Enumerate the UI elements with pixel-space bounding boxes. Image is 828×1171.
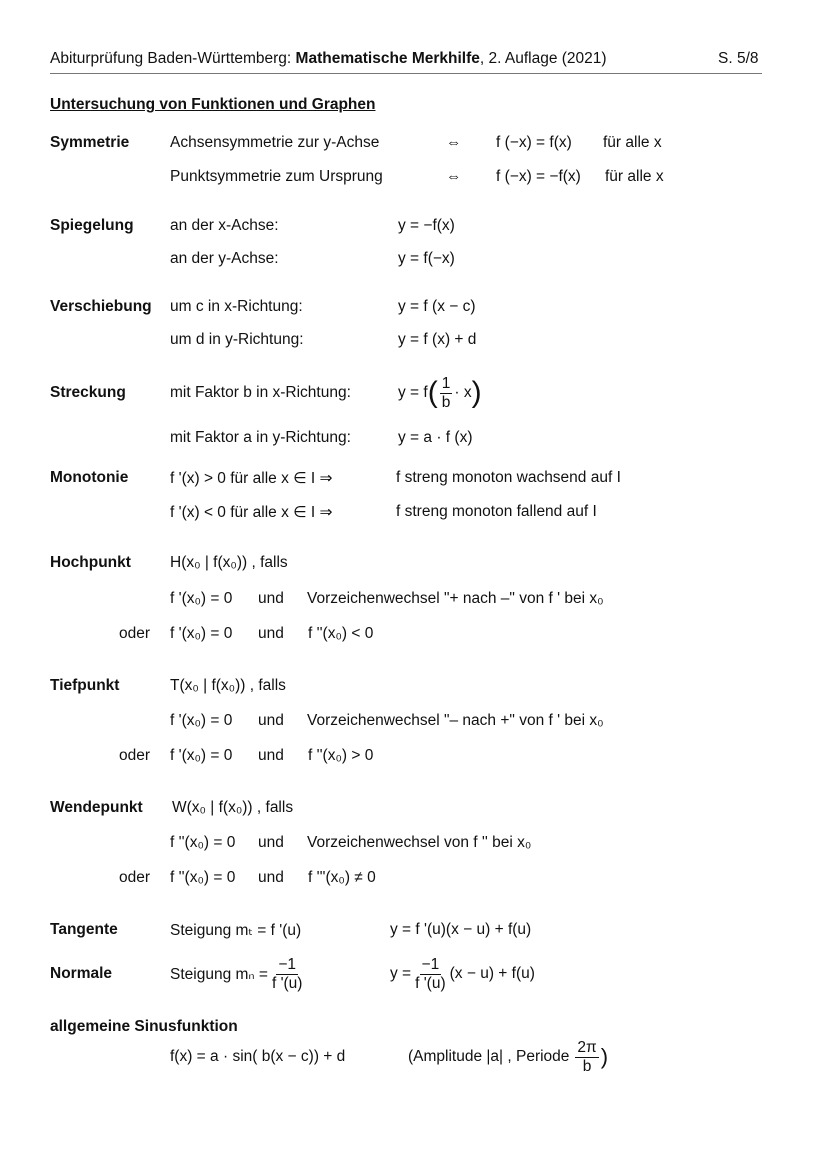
normale-label: Normale bbox=[50, 965, 113, 982]
verschiebung-row2-text: um d in y-Richtung: bbox=[170, 331, 304, 348]
hochpunkt-point: H(x₀ | f(x₀)) , falls bbox=[170, 554, 288, 571]
verschiebung-row2-formula: y = f (x) + d bbox=[398, 331, 477, 348]
paren-open: ( bbox=[427, 376, 438, 409]
fraction-minus1-over-fprime bbox=[413, 957, 448, 992]
oder-label: oder bbox=[119, 747, 151, 764]
sinus-amp-suffix: ) bbox=[600, 1044, 609, 1069]
symmetrie-row1-formula: f (−x) = f(x) bbox=[496, 134, 572, 151]
hochpunkt-label: Hochpunkt bbox=[50, 554, 131, 571]
oder-label: oder bbox=[119, 869, 151, 886]
tiefpunkt-label: Tiefpunkt bbox=[50, 677, 120, 694]
streckung-row2-formula: y = a · f (x) bbox=[398, 429, 473, 446]
streckung-formula-prefix: y = f bbox=[398, 384, 428, 401]
monotonie-label: Monotonie bbox=[50, 469, 129, 486]
header-bold: Mathematische Merkhilfe bbox=[295, 50, 480, 67]
wendepunkt-point: W(x₀ | f(x₀)) , falls bbox=[172, 799, 294, 816]
header-title bbox=[50, 50, 607, 68]
tangente-formula: y = f '(u)(x − u) + f(u) bbox=[390, 921, 532, 938]
sinus-amplitude-period bbox=[408, 1034, 608, 1080]
und-label: und bbox=[258, 590, 284, 607]
und-label: und bbox=[258, 712, 284, 729]
fraction-denominator: f '(u) bbox=[415, 974, 446, 992]
verschiebung-label: Verschiebung bbox=[50, 298, 152, 315]
und-label: und bbox=[258, 869, 284, 886]
monotonie-row1-result: f streng monoton wachsend auf I bbox=[396, 469, 621, 486]
tangente-label: Tangente bbox=[50, 921, 118, 938]
spiegelung-row2-text: an der y-Achse: bbox=[170, 250, 279, 267]
monotonie-row1-cond: f '(x) > 0 für alle x ∈ I ⇒ bbox=[170, 470, 333, 487]
fraction-minus1-over-fprime bbox=[270, 957, 305, 992]
fraction-1-over-b bbox=[440, 376, 453, 411]
paren-close: ) bbox=[471, 376, 482, 409]
hochpunkt-row1-text: Vorzeichenwechsel "+ nach –" von f ' bei x₀ bbox=[307, 590, 604, 607]
normale-slope-prefix: Steigung mₙ = bbox=[170, 965, 268, 983]
wendepunkt-row2-cond: f ''(x₀) = 0 bbox=[170, 869, 236, 886]
wendepunkt-row1-text: Vorzeichenwechsel von f '' bei x₀ bbox=[307, 834, 532, 851]
streckung-row1-formula bbox=[398, 370, 482, 416]
fraction-2pi-over-b bbox=[575, 1040, 598, 1075]
normale-formula-prefix: y = bbox=[390, 965, 412, 982]
hochpunkt-row1-cond: f '(x₀) = 0 bbox=[170, 590, 233, 607]
verschiebung-row1-formula: y = f (x − c) bbox=[398, 298, 476, 315]
symmetrie-row2-formula: f (−x) = −f(x) bbox=[496, 168, 581, 185]
fraction-denominator: f '(u) bbox=[271, 974, 303, 992]
hochpunkt-row2-text: f ''(x₀) < 0 bbox=[308, 625, 374, 642]
tiefpunkt-row2-cond: f '(x₀) = 0 bbox=[170, 747, 233, 764]
symmetrie-row2-text: Punktsymmetrie zum Ursprung bbox=[170, 168, 383, 185]
und-label: und bbox=[258, 747, 284, 764]
streckung-row2-text: mit Faktor a in y-Richtung: bbox=[170, 429, 351, 446]
fraction-numerator: 1 bbox=[441, 374, 451, 392]
symmetrie-row2-cond: für alle x bbox=[605, 168, 664, 185]
fraction-numerator: −1 bbox=[421, 955, 440, 973]
page-number: S. 5/8 bbox=[718, 50, 759, 67]
spiegelung-row1-text: an der x-Achse: bbox=[170, 217, 279, 234]
monotonie-row2-cond: f '(x) < 0 für alle x ∈ I ⇒ bbox=[170, 504, 333, 521]
tiefpunkt-point: T(x₀ | f(x₀)) , falls bbox=[170, 677, 286, 694]
streckung-label: Streckung bbox=[50, 384, 126, 401]
header-divider bbox=[50, 73, 762, 74]
spiegelung-row1-formula: y = −f(x) bbox=[398, 217, 455, 234]
sinus-amp-prefix: (Amplitude |a| , Periode bbox=[408, 1048, 570, 1065]
symmetrie-label: Symmetrie bbox=[50, 134, 130, 151]
und-label: und bbox=[258, 625, 284, 642]
streckung-row1-text: mit Faktor b in x-Richtung: bbox=[170, 384, 351, 401]
equivalence-arrow: ⇔ bbox=[446, 134, 462, 151]
equivalence-arrow: ⇔ bbox=[446, 168, 462, 185]
section-title: Untersuchung von Funktionen und Graphen bbox=[50, 96, 376, 113]
fraction-denominator: b bbox=[441, 393, 451, 411]
fraction-numerator: −1 bbox=[278, 955, 297, 973]
symmetrie-row1-cond: für alle x bbox=[603, 134, 662, 151]
hochpunkt-row2-cond: f '(x₀) = 0 bbox=[170, 625, 233, 642]
fraction-denominator: b bbox=[582, 1057, 592, 1075]
wendepunkt-row2-text: f '''(x₀) ≠ 0 bbox=[308, 869, 376, 886]
header-prefix: Abiturprüfung Baden-Württemberg: bbox=[50, 50, 296, 67]
streckung-formula-suffix: · x bbox=[454, 384, 472, 401]
sinus-label: allgemeine Sinusfunktion bbox=[50, 1018, 238, 1035]
tiefpunkt-row1-text: Vorzeichenwechsel "– nach +" von f ' bei x₀ bbox=[307, 712, 604, 729]
tiefpunkt-row1-cond: f '(x₀) = 0 bbox=[170, 712, 233, 729]
und-label: und bbox=[258, 834, 284, 851]
tiefpunkt-row2-text: f ''(x₀) > 0 bbox=[308, 747, 374, 764]
normale-slope bbox=[170, 952, 306, 996]
fraction-numerator: 2π bbox=[577, 1038, 597, 1056]
sinus-formula: f(x) = a · sin( b(x − c)) + d bbox=[170, 1048, 346, 1065]
oder-label: oder bbox=[119, 625, 151, 642]
header-suffix: , 2. Auflage (2021) bbox=[479, 50, 607, 67]
spiegelung-row2-formula: y = f(−x) bbox=[398, 250, 455, 267]
normale-formula-suffix: (x − u) + f(u) bbox=[449, 965, 535, 982]
normale-formula bbox=[390, 952, 535, 996]
monotonie-row2-result: f streng monoton fallend auf I bbox=[396, 503, 597, 520]
wendepunkt-row1-cond: f ''(x₀) = 0 bbox=[170, 834, 236, 851]
verschiebung-row1-text: um c in x-Richtung: bbox=[170, 298, 303, 315]
symmetrie-row1-text: Achsensymmetrie zur y-Achse bbox=[170, 134, 380, 151]
tangente-slope: Steigung mₜ = f '(u) bbox=[170, 922, 302, 939]
wendepunkt-label: Wendepunkt bbox=[50, 799, 143, 816]
spiegelung-label: Spiegelung bbox=[50, 217, 134, 234]
